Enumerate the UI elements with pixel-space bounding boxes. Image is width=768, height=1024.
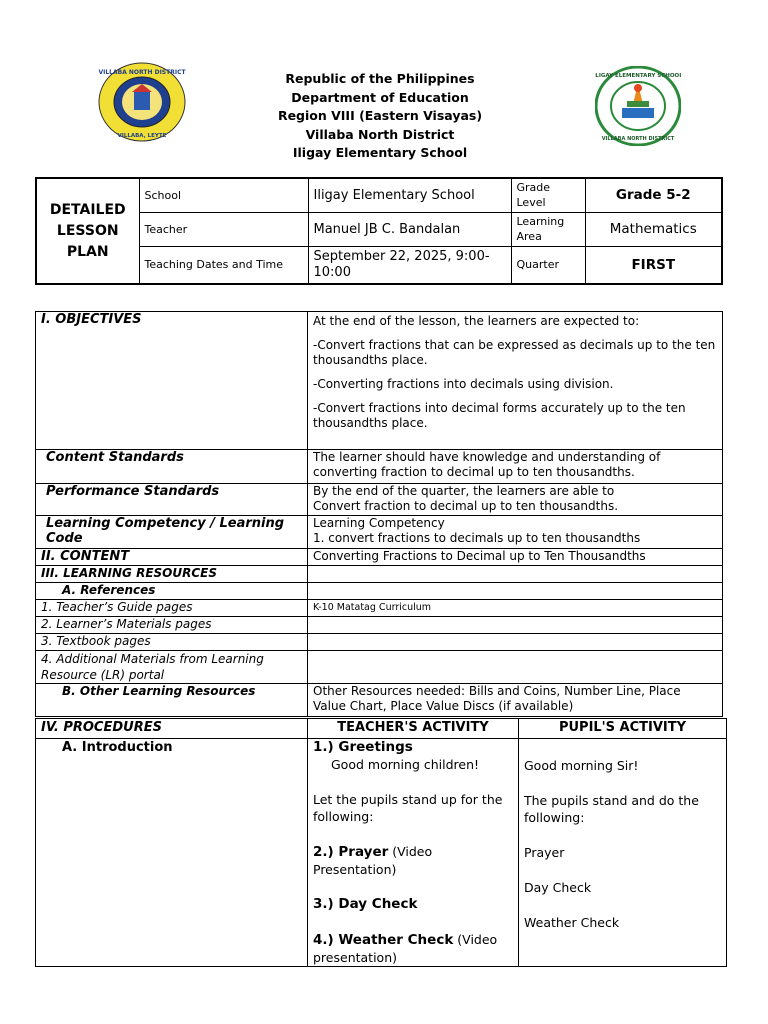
performance-standards-label: Performance Standards xyxy=(36,484,308,516)
teacher-value: Manuel JB C. Bandalan xyxy=(308,212,511,246)
content-standards-value: The learner should have knowledge and understanding of converting fraction to decimal up to ten thousandths. xyxy=(308,450,723,484)
performance-standards-value xyxy=(308,484,723,516)
procedures-table xyxy=(35,718,727,967)
teacher-stand-instruction: Let the pupils stand up for the following: xyxy=(313,792,503,824)
competency-item: 1. convert fractions to decimals up to ten thousandths xyxy=(313,531,641,545)
additional-materials-label: 4. Additional Materials from Learning Resource (LR) portal xyxy=(36,651,308,684)
school-logo-text: ILIGAY ELEMENTARY SCHOOL xyxy=(595,73,681,79)
teachers-guide-label: 1. Teacher’s Guide pages xyxy=(36,600,308,617)
header-department: Department of Education xyxy=(291,89,469,105)
pupil-stand-response: The pupils stand and do the following: xyxy=(524,793,699,825)
performance-standards-line: By the end of the quarter, the learners are able to xyxy=(313,484,615,498)
pupil-day-check: Day Check xyxy=(524,880,592,895)
dates-value: September 22, 2025, 9:00-10:00 xyxy=(308,246,511,284)
prayer-step: 2.) Prayer xyxy=(313,844,389,860)
prayer-note: (Video Presentation) xyxy=(313,844,433,877)
weather-check-step: 4.) Weather Check xyxy=(313,932,454,948)
teacher-activities xyxy=(308,739,519,967)
school-label: School xyxy=(139,178,308,212)
dates-label: Teaching Dates and Time xyxy=(139,246,308,284)
teacher-activity-header: TEACHER'S ACTIVITY xyxy=(308,719,519,739)
lesson-plan-title: DETAILED LESSON PLAN xyxy=(36,178,139,284)
school-logo-text-bottom: VILLABA NORTH DISTRICT xyxy=(601,136,675,142)
document-header xyxy=(230,70,530,163)
school-value: Iligay Elementary School xyxy=(308,178,511,212)
references-value xyxy=(308,583,723,600)
additional-materials-value xyxy=(308,651,723,684)
quarter-label: Quarter xyxy=(511,246,585,284)
day-check-step: 3.) Day Check xyxy=(313,896,418,912)
textbook-pages-value xyxy=(308,634,723,651)
content-standards-label: Content Standards xyxy=(36,450,308,484)
grade-label: Grade Level xyxy=(511,178,585,212)
district-logo xyxy=(98,62,186,142)
pupil-activity-header: PUPIL'S ACTIVITY xyxy=(519,719,727,739)
greetings-step: 1.) Greetings xyxy=(313,739,413,755)
objectives-list xyxy=(308,312,723,450)
district-logo-text: VILLABA NORTH DISTRICT xyxy=(98,69,186,76)
school-logo xyxy=(595,66,681,146)
pupil-prayer: Prayer xyxy=(524,845,565,860)
district-logo-text-bottom: VILLABA, LEYTE xyxy=(117,133,167,139)
pupil-greeting: Good morning Sir! xyxy=(524,758,639,773)
objective-item: -Converting fractions into decimals using division. xyxy=(313,377,614,391)
teachers-guide-value: K-10 Matatag Curriculum xyxy=(308,600,723,617)
objective-item: -Convert fractions into decimal forms accurately up to the ten thousandths place. xyxy=(313,401,686,430)
performance-standards-line: Convert fraction to decimal up to ten thousandths. xyxy=(313,499,619,513)
objective-item: -Convert fractions that can be expressed as decimals up to the ten thousandths place. xyxy=(313,338,716,367)
weather-note: (Video presentation) xyxy=(313,932,498,965)
learners-materials-value xyxy=(308,617,723,634)
quarter-value: FIRST xyxy=(585,246,722,284)
other-resources-label: B. Other Learning Resources xyxy=(36,684,308,717)
teacher-greeting: Good morning children! xyxy=(331,757,480,772)
learning-resources-value xyxy=(308,566,723,583)
objectives-label: I. OBJECTIVES xyxy=(36,312,308,450)
header-region: Region VIII (Eastern Visayas) xyxy=(277,108,483,123)
teacher-label: Teacher xyxy=(139,212,308,246)
introduction-label: A. Introduction xyxy=(36,739,308,967)
competency-heading: Learning Competency xyxy=(313,516,445,530)
content-value: Converting Fractions to Decimal up to Ten Thousandths xyxy=(308,549,723,566)
objective-item: At the end of the lesson, the learners are expected to: xyxy=(313,314,640,328)
lesson-info-table xyxy=(35,177,723,285)
area-label: Learning Area xyxy=(511,212,585,246)
procedures-label: IV. PROCEDURES xyxy=(36,719,308,739)
references-label: A. References xyxy=(36,583,308,600)
learning-resources-label: III. LEARNING RESOURCES xyxy=(36,566,308,583)
learners-materials-label: 2. Learner’s Materials pages xyxy=(36,617,308,634)
area-value: Mathematics xyxy=(585,212,722,246)
other-resources-value: Other Resources needed: Bills and Coins, Number Line, Place Value Chart, Place Value Discs (if available) xyxy=(308,684,723,717)
lesson-plan-table xyxy=(35,311,723,717)
pupil-activities xyxy=(519,739,727,967)
learning-competency-value xyxy=(308,516,723,549)
textbook-pages-label: 3. Textbook pages xyxy=(36,634,308,651)
content-label: II. CONTENT xyxy=(36,549,308,566)
header-school: Iligay Elementary School xyxy=(292,145,468,160)
pupil-weather-check: Weather Check xyxy=(524,915,620,930)
grade-value: Grade 5-2 xyxy=(585,178,722,212)
learning-competency-label: Learning Competency / Learning Code xyxy=(36,516,308,549)
header-republic: Republic of the Philippines xyxy=(285,71,475,86)
header-district: Villaba North District xyxy=(305,126,455,142)
